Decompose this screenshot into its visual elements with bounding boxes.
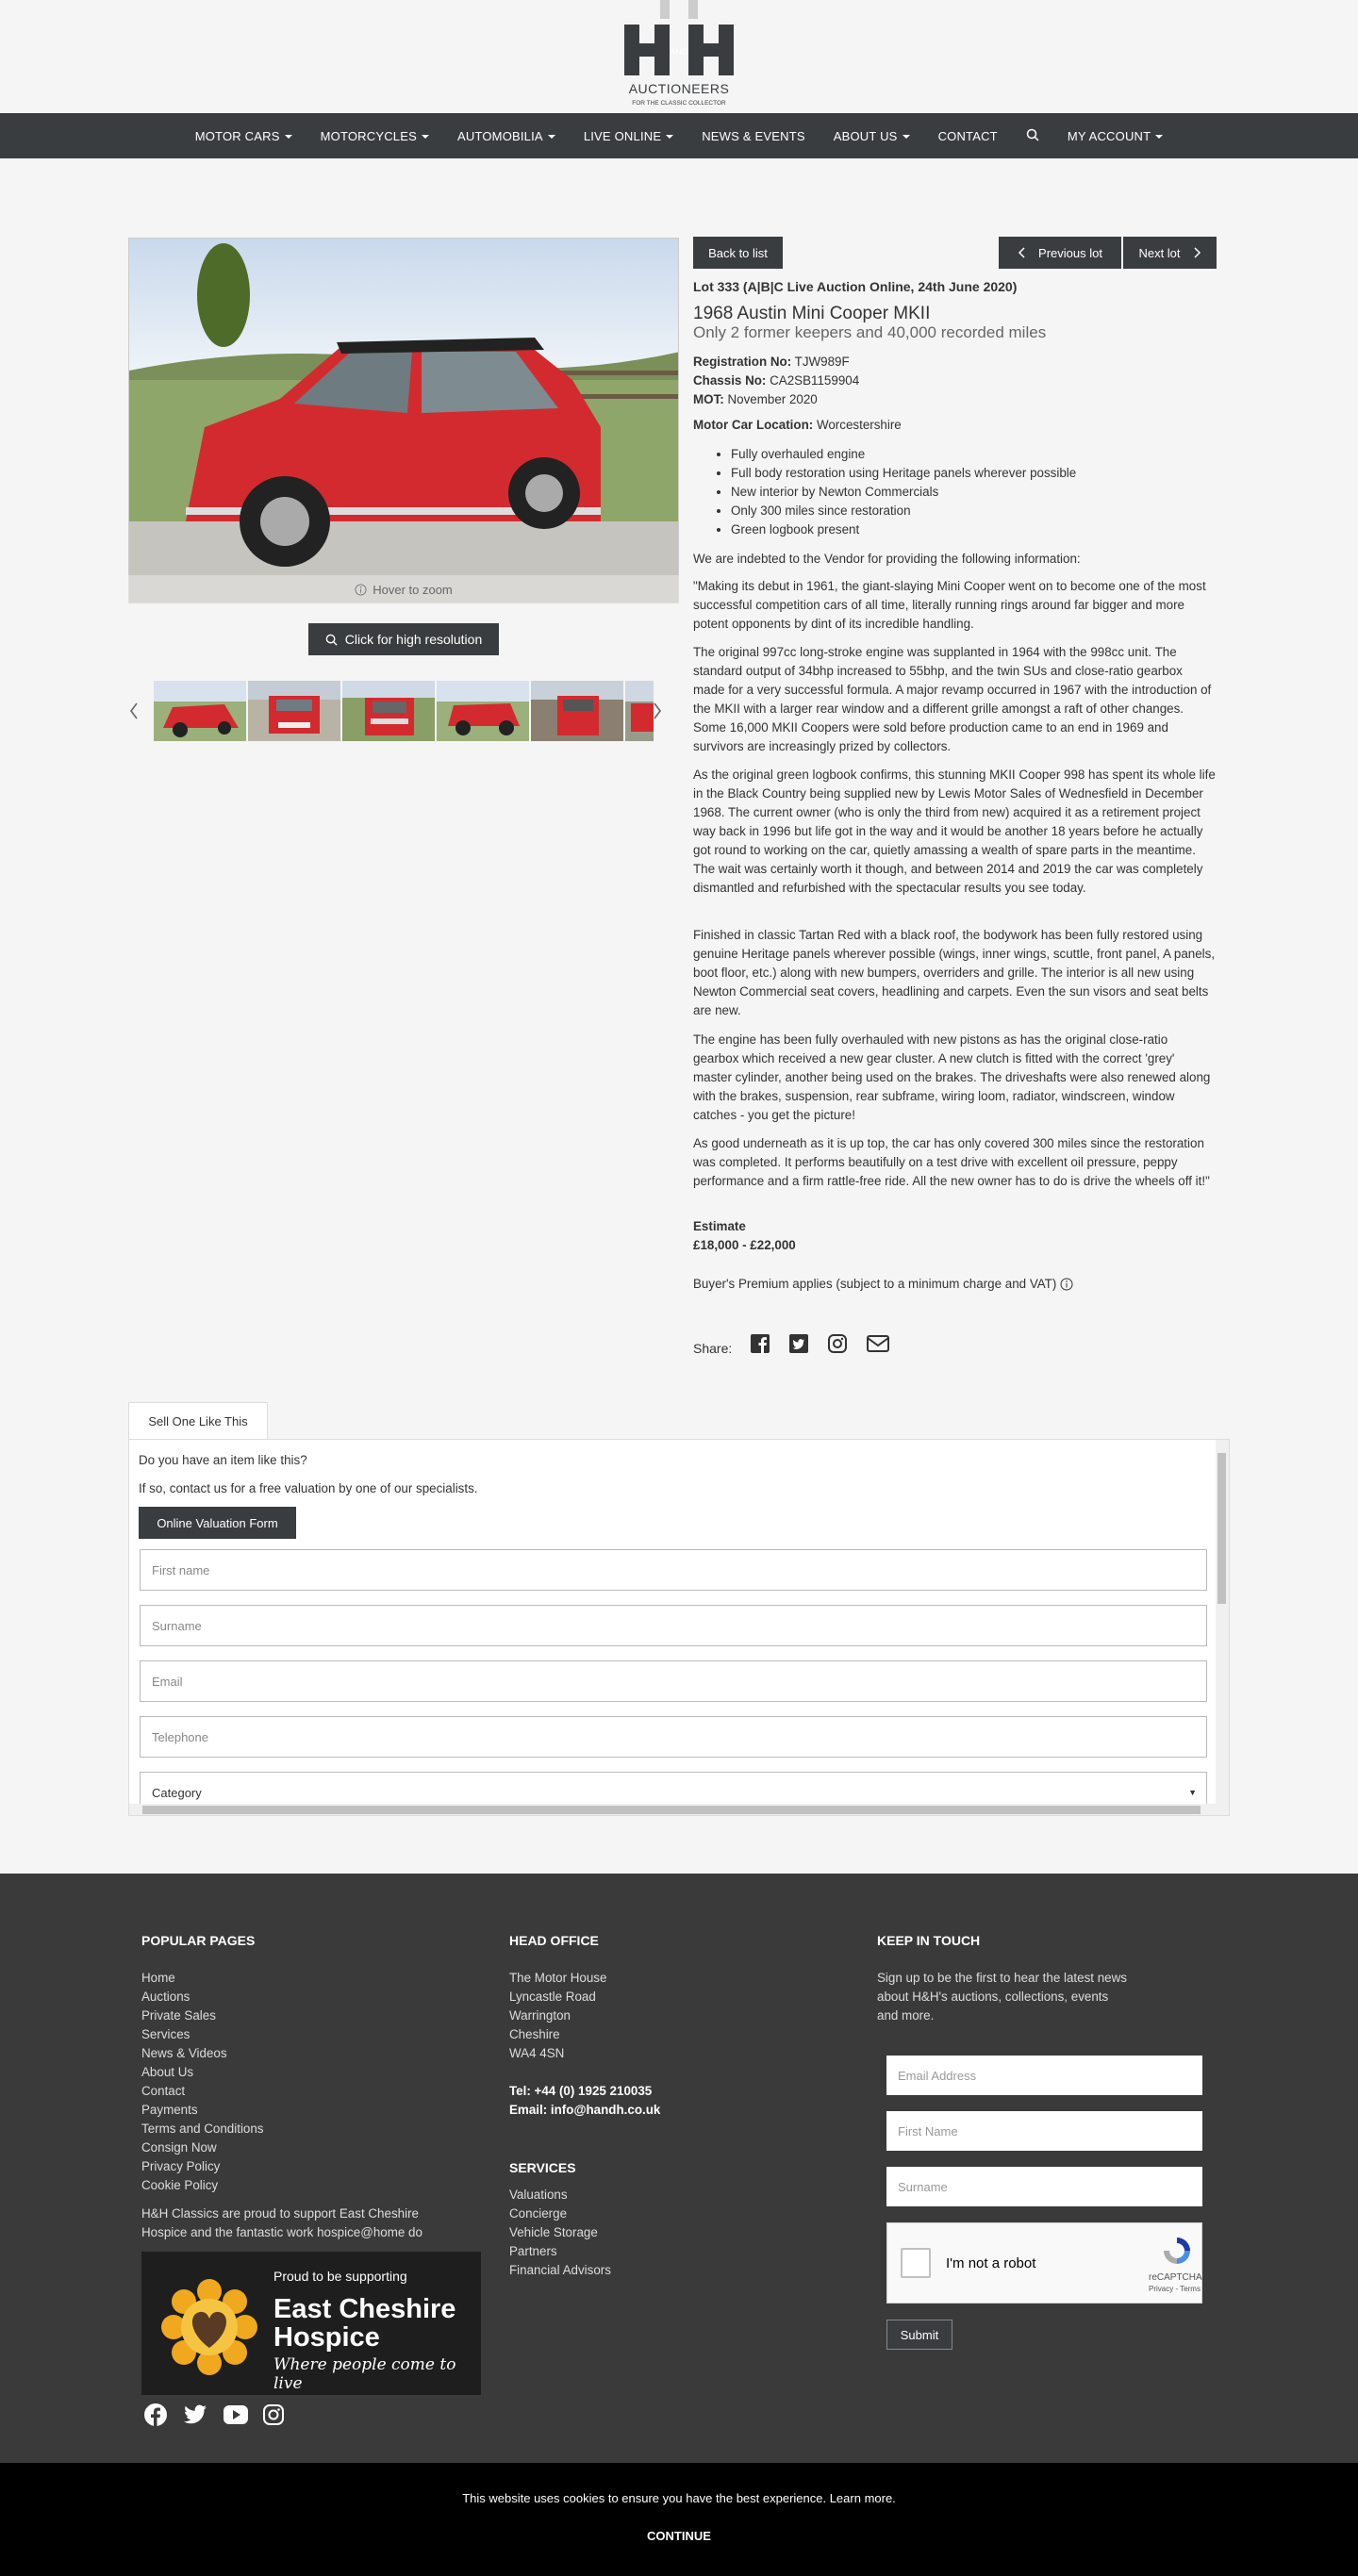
newsletter-submit-button[interactable]: Submit (886, 2320, 952, 2350)
nav-label: MOTORCYCLES (320, 128, 417, 143)
cookie-banner (0, 2463, 1358, 2576)
list-item: • Fully overhauled engine (731, 445, 1217, 464)
online-valuation-form-button[interactable]: Online Valuation Form (139, 1507, 296, 1539)
recaptcha-checkbox[interactable] (901, 2248, 931, 2278)
facebook-icon[interactable] (750, 1333, 770, 1354)
footer-link-news-videos[interactable]: News & Videos (141, 2046, 227, 2060)
search-icon (325, 634, 338, 646)
description-paragraph: As the original green logbook confirms, this stunning MKII Cooper 998 has spent its whole life in the Black Country being supplied new by Lewis Motor Sales of Wednesfield in December 1968. The current owner (who is only the third from new) acquired it as a retirement project way back in 1996 but life got in the way and it would be another 18 years before he actually got round to working on the car, quietly amassing a wealth of spare parts in the meantime. The wait was certainly worth it though, and between 2014 and 2019 the car was completely dismantled and refurbished with the spectacular results you see today. (693, 768, 1216, 895)
instagram-icon[interactable] (262, 2403, 285, 2426)
email-address[interactable]: Email: info@handh.co.uk (509, 2103, 661, 2117)
nav-news-events[interactable]: NEWS & EVENTS (702, 128, 805, 143)
sunflower-heart-logo (160, 2278, 258, 2376)
logo-subtitle: AUCTIONEERS (628, 81, 730, 96)
telephone-field[interactable]: Telephone (140, 1716, 1207, 1758)
chevron-left-icon (1018, 247, 1027, 258)
site-logo[interactable] (622, 0, 736, 109)
caret-down-icon (1155, 135, 1163, 139)
footer-link-partners[interactable]: Partners (509, 2244, 557, 2258)
vertical-scrollbar[interactable] (1216, 1440, 1229, 1804)
caret-down-icon: ▼ (1188, 1788, 1197, 1797)
list-item: • Full body restoration using Heritage panels wherever possible (731, 464, 1217, 483)
thumbnail[interactable] (154, 681, 246, 741)
nav-label: ABOUT US (833, 128, 898, 143)
twitter-icon[interactable] (183, 2404, 207, 2425)
email-icon[interactable] (866, 1333, 890, 1354)
address-line: WA4 4SN (509, 2046, 565, 2060)
hospice-top-text: Proud to be supporting (273, 2269, 407, 2284)
thumbnail-strip (128, 679, 679, 743)
buyers-premium-text: Buyer's Premium applies (subject to a minimum charge and VAT) (693, 1277, 1057, 1291)
footer-link-terms[interactable]: Terms and Conditions (141, 2122, 264, 2136)
address-line: Cheshire (509, 2027, 560, 2041)
surname-field[interactable]: Surname (140, 1605, 1207, 1646)
email-field[interactable]: Email (140, 1660, 1207, 1702)
nav-automobilia[interactable] (457, 129, 555, 143)
category-value: Category (152, 1785, 202, 1800)
location-label: Motor Car Location: (693, 418, 814, 432)
chevron-left-icon[interactable] (128, 702, 140, 720)
sell-question: Do you have an item like this? (139, 1453, 307, 1467)
nav-my-account[interactable] (1068, 129, 1163, 143)
location-value: Worcestershire (816, 418, 902, 432)
cookie-text: This website uses cookies to ensure you have the best experience. Learn more. (462, 2491, 896, 2505)
nav-label: MOTOR CARS (194, 128, 280, 143)
estimate-value: £18,000 - £22,000 (693, 1238, 796, 1252)
search-icon[interactable] (1026, 128, 1039, 144)
popular-pages-heading: POPULAR PAGES (141, 1933, 256, 1948)
info-icon (355, 584, 367, 596)
list-item: • New interior by Newton Commercials (731, 483, 1217, 502)
chevron-right-icon (1192, 247, 1201, 258)
nav-motor-cars[interactable] (195, 129, 292, 143)
newsletter-text: Sign up to be the first to hear the latest news about H&H's auctions, collections, events and more. (877, 1971, 1127, 2023)
caret-down-icon (548, 135, 555, 139)
caret-down-icon (285, 135, 292, 139)
list-item: • Only 300 miles since restoration (731, 502, 1217, 520)
footer-link-home[interactable]: Home (141, 1971, 175, 1985)
nav-contact[interactable]: CONTACT (937, 128, 998, 143)
address-line: The Motor House (509, 1971, 607, 1985)
recaptcha-logo-icon (1161, 2235, 1193, 2267)
thumbnail[interactable] (625, 681, 654, 741)
hospice-name-line: East Cheshire (273, 2294, 456, 2324)
cookie-continue-button[interactable]: CONTINUE (647, 2529, 711, 2543)
thumbnail[interactable] (437, 681, 529, 741)
thumbnail[interactable] (342, 681, 435, 741)
main-car-photo[interactable] (128, 238, 679, 603)
footer-link-concierge[interactable]: Concierge (509, 2206, 568, 2221)
description-paragraph: Finished in classic Tartan Red with a black roof, the bodywork has been fully restored using genuine Heritage panels wherever possible (wings, inner wings, scuttle, front panel, A panels, boot floor, etc.) along with new bumpers, overriders and grille. The interior is all new using Newton Commercial seat covers, headlining and carpets. Even the sun visors and seat belts are new. (693, 928, 1216, 1017)
back-to-list-button[interactable]: Back to list (693, 237, 783, 269)
keep-in-touch-heading: KEEP IN TOUCH (877, 1933, 981, 1948)
main-nav (0, 113, 1358, 158)
thumbnail[interactable] (248, 681, 340, 741)
newsletter-surname-input[interactable]: Surname (886, 2167, 1202, 2206)
description-paragraph: The original 997cc long-stroke engine was supplanted in 1964 with the 998cc unit. The standard output of 34bhp increased to 55bhp, and the twin SUs and close-ratio gearbox made for a very successful formula. A major revamp occurred in 1967 with the introduction of the MKII with a larger rear window and a different grille amongst a raft of other changes. Some 16,000 MKII Coopers were sold before production came to an end in 1969 and survivors are increasingly prized by collectors. (693, 645, 1212, 753)
buyers-premium (693, 1277, 1217, 1291)
next-lot-button[interactable] (1123, 237, 1217, 269)
mot-value: November 2020 (727, 392, 818, 406)
share-label: Share: (693, 1341, 733, 1356)
nav-live-online[interactable] (584, 129, 673, 143)
location (693, 418, 1217, 432)
footer-link-vehicle-storage[interactable]: Vehicle Storage (509, 2225, 598, 2239)
footer-link-auctions[interactable]: Auctions (141, 1990, 190, 2004)
facebook-icon[interactable] (143, 2403, 168, 2427)
chevron-right-icon[interactable] (652, 702, 663, 720)
twitter-icon[interactable] (788, 1333, 809, 1354)
lot-subtitle: Only 2 former keepers and 40,000 recorded miles (693, 323, 1047, 341)
previous-lot-button[interactable] (999, 237, 1121, 269)
logo-tagline: FOR THE CLASSIC COLLECTOR (632, 100, 726, 107)
footer-link-consign-now[interactable]: Consign Now (141, 2140, 217, 2155)
hospice-banner[interactable] (141, 2252, 481, 2395)
footer-link-contact[interactable]: Contact (141, 2084, 186, 2098)
high-resolution-label: Click for high resolution (344, 632, 483, 647)
instagram-icon[interactable] (827, 1333, 848, 1354)
svg-text:AND: AND (670, 47, 688, 57)
footer-link-payments[interactable]: Payments (141, 2103, 198, 2117)
description-paragraph: As good underneath as it is up top, the car has only covered 300 miles since the restoration was completed. It performs beautifully on a test drive with excellent oil pressure, peppy performance and a firm rattle-free ride. All the new owner has to do is drive the wheels off it!" (693, 1136, 1210, 1188)
nav-label: MY ACCOUNT (1067, 128, 1151, 143)
address (509, 1969, 606, 2063)
thumbnail[interactable] (531, 681, 623, 741)
list-item: • Green logbook present (731, 520, 1217, 539)
nav-label: LIVE ONLINE (583, 128, 662, 143)
hospice-support-text: H&H Classics are proud to support East Cheshire Hospice and the fantastic work hospice@home do (141, 2206, 422, 2239)
description-paragraph: The engine has been fully overhauled with new pistons as has the original close-ratio gearbox which received a new gear cluster. A new clutch is fitted with the correct 'grey' master cylinder, another being used on the brakes. The driveshafts were also renewed along with the brakes, suspension, rear subframe, wiring loom, radiator, windscreen, window catches - you get the picture! (693, 1032, 1211, 1122)
nav-about-us[interactable] (834, 129, 910, 143)
lot-details (693, 353, 1217, 409)
recaptcha-links[interactable]: Privacy - Terms (1149, 2285, 1201, 2293)
services-heading: SERVICES (509, 2160, 576, 2175)
footer-link-about-us[interactable]: About Us (141, 2065, 194, 2079)
tab-sell-one-like-this[interactable]: Sell One Like This (128, 1402, 268, 1440)
description-paragraph: "Making its debut in 1961, the giant-slaying Mini Cooper went on to become one of the most successful competition cars of all time, literally running rings around far bigger and more potent opponents by dint of its incredible handling. (693, 579, 1206, 631)
reg-label: Registration No: (693, 355, 792, 369)
intro-text: We are indebted to the Vendor for providing the following information: (693, 552, 1081, 566)
nav-label: AUTOMOBILIA (456, 128, 543, 143)
lot-title: 1968 Austin Mini Cooper MKII (693, 304, 931, 323)
horizontal-scrollbar[interactable] (129, 1804, 1229, 1816)
highlights-list (731, 445, 1217, 539)
chassis-value: CA2SB1159904 (770, 373, 860, 388)
estimate-label: Estimate (693, 1219, 746, 1233)
hospice-tagline: Where people come to live (273, 2355, 456, 2393)
first-name-field[interactable]: First name (140, 1549, 1207, 1591)
footer-link-services[interactable]: Services (141, 2027, 190, 2041)
head-office-heading: HEAD OFFICE (509, 1933, 599, 1948)
hospice-name (273, 2295, 455, 2352)
nav-motorcycles[interactable] (321, 129, 429, 143)
valuation-form-panel (128, 1439, 1230, 1816)
zoom-hint-label: Hover to zoom (373, 582, 453, 597)
newsletter-first-name-input[interactable]: First Name (886, 2111, 1202, 2151)
reg-value: TJW989F (794, 355, 850, 369)
next-lot-label: Next lot (1138, 245, 1181, 260)
footer-link-private-sales[interactable]: Private Sales (141, 2008, 216, 2023)
popular-pages-list (141, 1969, 264, 2195)
previous-lot-label: Previous lot (1038, 245, 1102, 260)
recaptcha-widget (886, 2222, 1202, 2304)
recaptcha-label: I'm not a robot (946, 2255, 1036, 2271)
lot-heading: Lot 333 (A|B|C Live Auction Online, 24th June 2020) (693, 279, 1018, 294)
caret-down-icon (422, 135, 429, 139)
footer-link-cookie-policy[interactable]: Cookie Policy (141, 2178, 219, 2192)
chassis-label: Chassis No: (693, 373, 767, 388)
sell-cta-text: If so, contact us for a free valuation by one of our specialists. (139, 1481, 478, 1495)
recaptcha-brand: reCAPTCHA (1149, 2272, 1202, 2283)
zoom-hint (128, 575, 679, 603)
phone-number[interactable]: Tel: +44 (0) 1925 210035 (509, 2084, 653, 2098)
high-resolution-button[interactable] (308, 623, 499, 655)
youtube-icon[interactable] (223, 2404, 249, 2425)
caret-down-icon (903, 135, 910, 139)
address-line: Warrington (509, 2008, 571, 2023)
footer-link-privacy-policy[interactable]: Privacy Policy (141, 2159, 221, 2173)
caret-down-icon (666, 135, 673, 139)
mot-label: MOT: (693, 392, 724, 406)
info-icon[interactable] (1060, 1278, 1073, 1291)
hospice-name-line: Hospice (273, 2322, 380, 2353)
services-list (509, 2186, 611, 2280)
address-line: Lyncastle Road (509, 1990, 596, 2004)
footer-link-valuations[interactable]: Valuations (509, 2188, 568, 2202)
footer-link-financial-advisors[interactable]: Financial Advisors (509, 2263, 611, 2277)
newsletter-email-input[interactable]: Email Address (886, 2056, 1202, 2095)
